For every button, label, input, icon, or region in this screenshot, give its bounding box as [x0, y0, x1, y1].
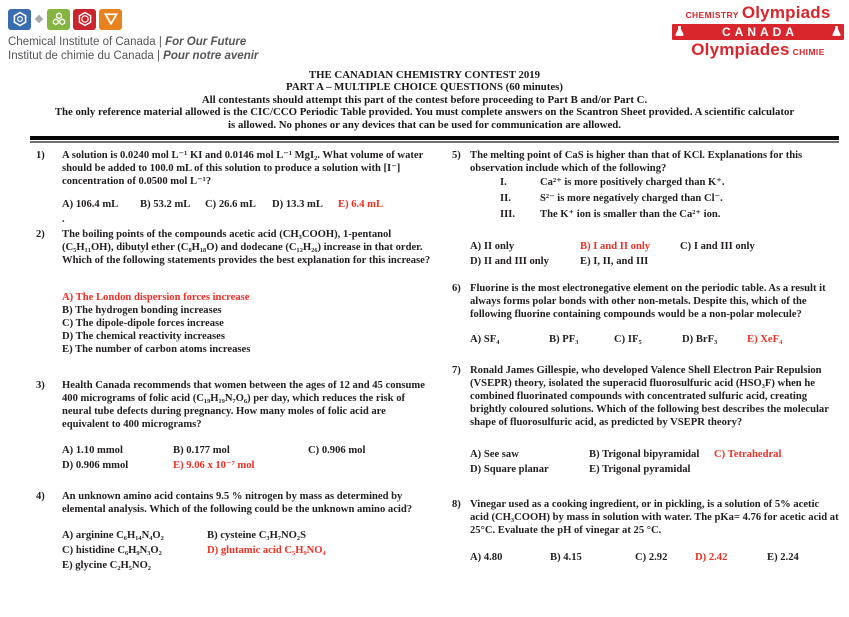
option-b: B) 4.15 — [550, 552, 582, 563]
option-a: A) See saw — [470, 449, 519, 460]
question-text: Fluorine is the most electronegative element on the periodic table. As a result it always forms polar bonds with other non-metals. Despite this, which of the following fluorine containing compounds would be a non-polar molecule? — [470, 283, 826, 320]
contest-title: THE CANADIAN CHEMISTRY CONTEST 2019 — [308, 69, 541, 81]
question-text: Ronald James Gillespie, who developed Valence Shell Electron Pair Repulsion (VSEPR) theory, isolated the superacid fluorosulfuric acid (HSO₃F) when he combined fluorinated compounds with concentrated sulfuric acid, creating brightly coloured solutions. Which of the following best describes the molecular shape of fluorosulfuric acid, as predicted by VSEPR theory? — [470, 365, 829, 428]
question-text: The melting point of CaS is higher than that of KCl. Explanations for this observation include which of the following? — [470, 150, 803, 174]
option-c: C) I and III only — [680, 241, 755, 252]
olympiads-top-row — [672, 3, 844, 23]
option-b-highlighted: B) I and II only — [580, 241, 651, 252]
answer-options — [470, 551, 840, 564]
question-3 — [36, 379, 432, 472]
cic-header — [8, 8, 258, 63]
answer-options — [470, 240, 840, 268]
option-d: D) 13.3 mL — [272, 199, 323, 210]
option-c-highlighted: C) Tetrahedral — [714, 449, 782, 460]
option-e-highlighted: E) XeF₄ — [747, 334, 783, 345]
org-line-fr — [8, 49, 258, 63]
option-d: D) II and III only — [470, 256, 549, 267]
option-c: C) 0.906 mol — [308, 445, 366, 456]
option-b: B) The hydrogen bonding increases — [62, 305, 222, 316]
option-d-highlighted: D) 2.42 — [695, 552, 728, 563]
option-a: A) 4.80 — [470, 552, 503, 563]
statement-I: I. Ca²⁺ is more positively charged than K⁺. — [500, 177, 725, 188]
option-c: C) IF₅ — [614, 334, 642, 345]
option-a: A) 1.10 mmol — [62, 445, 123, 456]
option-d-highlighted: D) glutamic acid C₅H₉NO₄ — [207, 545, 326, 556]
option-c: C) 2.92 — [635, 552, 668, 563]
left-column — [36, 149, 432, 572]
option-c: C) 26.6 mL — [205, 199, 256, 210]
diamond-separator-icon — [35, 15, 43, 23]
question-number: 7) — [452, 365, 461, 376]
option-b: B) cysteine C₃H₇NO₂S — [207, 530, 306, 541]
canada-banner — [672, 24, 844, 40]
option-e: E) I, II, and III — [580, 256, 649, 267]
statement-II: II. S²⁻ is more negatively charged than Cl⁻. — [500, 193, 723, 204]
molecule-cluster-icon — [47, 9, 70, 30]
option-a: A) II only — [470, 241, 515, 252]
org-tagline-fr: Pour notre avenir — [163, 50, 259, 62]
question-4 — [36, 490, 432, 572]
question-text: Vinegar used as a cooking ingredient, or in pickling, is a solution of 5% acetic acid (CH₃COOH) by mass in solution with water. The pKa= 4.76 for acetic acid at 25°C. Evaluate the pH of vinegar at 25 °C. — [470, 499, 839, 536]
olympiads-logo — [672, 3, 844, 60]
right-column — [452, 149, 840, 564]
question-text: The boiling points of the compounds acetic acid (CH₃COOH), 1-pentanol (C₅H₁₁OH), dibutyl ether (C₈H₁₈O) and dodecane (C₁₂H₂₆) increase in that order. Which of the following statements provides the best explanation for this increase? — [62, 229, 431, 266]
option-a: A) arginine C₆H₁₄N₄O₂ — [62, 530, 164, 541]
question-number: 4) — [36, 491, 45, 502]
answer-options — [62, 198, 432, 211]
option-b: B) Trigonal bipyramidal — [589, 449, 700, 460]
question-text: An unknown amino acid contains 9.5 % nitrogen by mass as determined by elemental analysis. Which of the following could be the unknown amino acid? — [62, 491, 413, 515]
cic-hexagon-icon — [8, 9, 31, 30]
option-e: E) 2.24 — [767, 552, 799, 563]
option-d: D) BrF₃ — [682, 334, 718, 345]
option-d: D) 0.906 mmol — [62, 460, 129, 471]
option-c: C) histidine C₆H₉N₃O₂ — [62, 545, 162, 556]
answer-options — [62, 444, 432, 472]
option-c: C) The dipole-dipole forces increase — [62, 318, 224, 329]
org-tagline-en: For Our Future — [165, 36, 247, 48]
option-b: B) 0.177 mol — [173, 445, 230, 456]
question-number: 5) — [452, 150, 461, 161]
question-1 — [36, 149, 432, 226]
option-a: A) 106.4 mL — [62, 199, 119, 210]
option-d: D) Square planar — [470, 464, 549, 475]
flask-icon — [675, 23, 684, 41]
option-b: B) 53.2 mL — [140, 199, 191, 210]
title-block — [52, 69, 797, 131]
org-name-fr: Institut de chimie du Canada — [8, 50, 154, 62]
olympiads-chemistry-label: CHEMISTRY — [685, 10, 739, 20]
option-e-highlighted: E) 9.06 x 10⁻⁷ mol — [173, 460, 255, 471]
olympiads-bottom-row — [672, 40, 844, 60]
question-number: 1) — [36, 150, 45, 161]
option-e: E) The number of carbon atoms increases — [62, 344, 251, 355]
answer-options — [470, 448, 840, 476]
question-number: 6) — [452, 283, 461, 294]
question-5 — [452, 149, 840, 268]
question-text: Health Canada recommends that women between the ages of 12 and 45 consume 400 micrograms of folic acid (C₁₉H₁₉N₇O₆) per day, which reduces the risk of neural tube defects during pregnancy. How many moles of folic acid are equivalent to 400 micrograms? — [62, 380, 425, 430]
org-name-en: Chemical Institute of Canada — [8, 36, 156, 48]
header-divider — [30, 136, 839, 143]
olympiads-fr-label: Olympiades — [691, 40, 790, 59]
question-8 — [452, 498, 840, 564]
question-number: 2) — [36, 229, 45, 240]
question-7 — [452, 364, 840, 476]
olympiads-chimie-label: CHIMIE — [792, 47, 825, 57]
question-number: 8) — [452, 499, 461, 510]
part-title: PART A – MULTIPLE CHOICE QUESTIONS (60 minutes) — [286, 81, 563, 94]
org-line-en — [8, 35, 258, 49]
answer-options — [470, 333, 840, 346]
flask-triangle-icon — [99, 9, 122, 30]
option-a: A) SF₄ — [470, 334, 500, 345]
instruction-paragraph: The only reference material allowed is the CIC/CCO Periodic Table provided. You must complete answers on the Scantron Sheet provided. A scientific calculator is allowed. No phones or any devices that can be used for communication are allowed. — [54, 106, 795, 131]
cic-logo-row — [8, 8, 258, 30]
question-number: 3) — [36, 380, 45, 391]
olympiads-en-label: Olympiads — [741, 3, 831, 22]
option-e-highlighted: E) 6.4 mL — [338, 199, 384, 210]
option-d: D) The chemical reactivity increases — [62, 331, 226, 342]
option-e: E) glycine C₂H₅NO₂ — [62, 560, 151, 571]
benzene-ring-icon — [73, 9, 96, 30]
org-divider: | — [158, 36, 162, 48]
option-b: B) PF₃ — [549, 334, 579, 345]
instruction-line: All contestants should attempt this part of the contest before proceeding to Part B and/or Part C. — [201, 93, 648, 106]
stray-period: . — [62, 214, 65, 225]
flask-icon — [832, 23, 841, 41]
option-a-highlighted: A) The London dispersion forces increase — [62, 292, 250, 303]
canada-banner-label: CANADA — [722, 25, 798, 39]
statement-III: III. The K⁺ ion is smaller than the Ca²⁺ ion. — [500, 209, 721, 220]
question-2 — [36, 228, 432, 356]
question-text: A solution is 0.0240 mol L⁻¹ KI and 0.0146 mol L⁻¹ MgI₂. What volume of water should be added to 100.0 mL of this solution to produce a solution with [I⁻] concentration of 0.0500 mol L⁻¹? — [62, 150, 424, 187]
option-e: E) Trigonal pyramidal — [589, 464, 691, 475]
org-divider: | — [156, 50, 160, 62]
question-6 — [452, 282, 840, 346]
answer-options — [62, 529, 432, 572]
answer-options — [62, 291, 432, 356]
